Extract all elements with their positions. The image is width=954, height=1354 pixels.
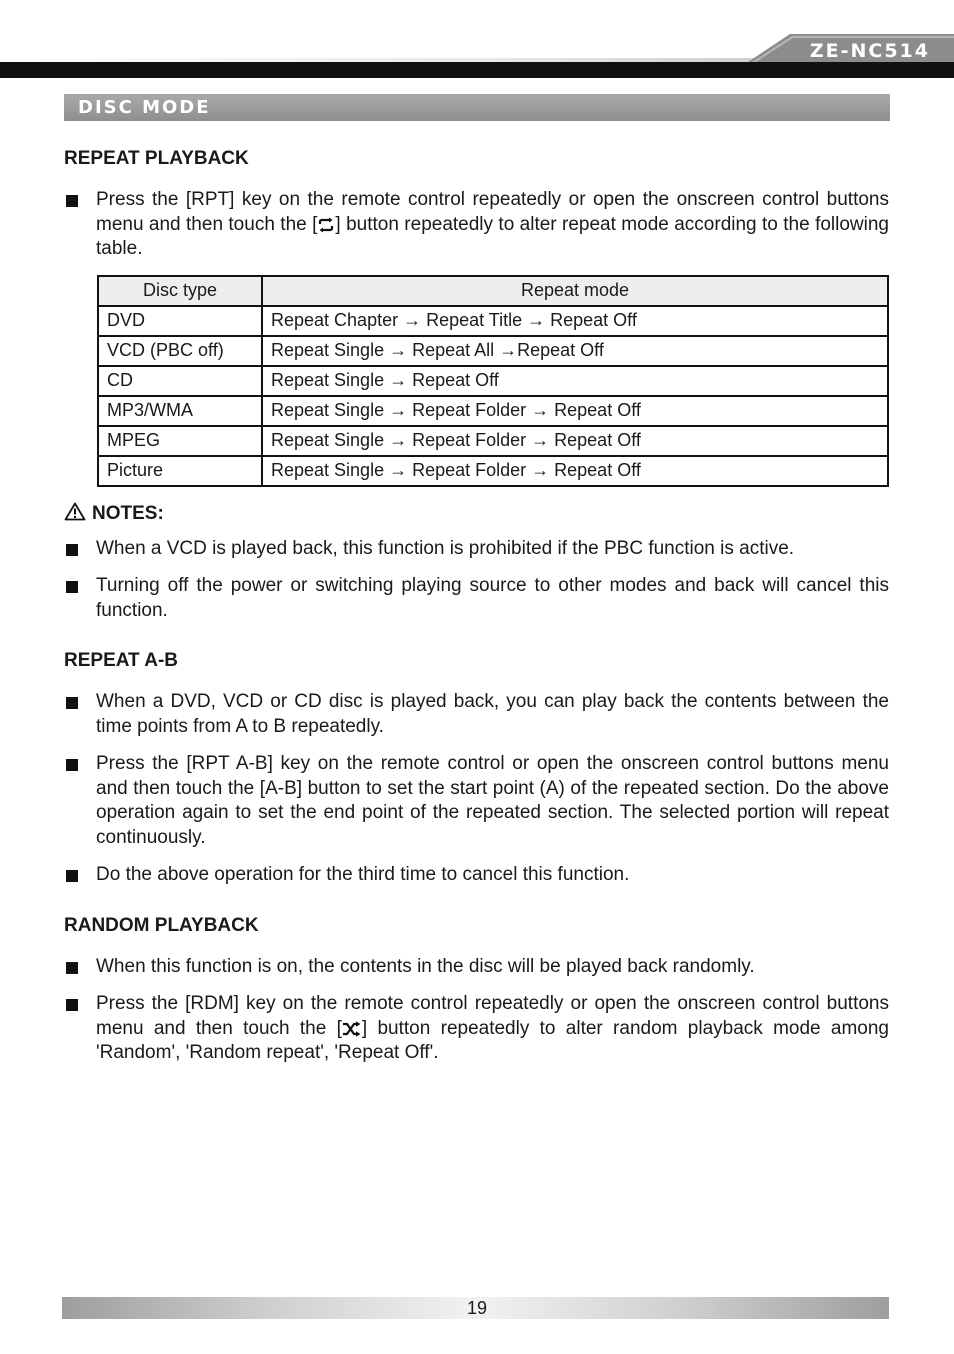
table-row [98,336,888,366]
table-cell: Repeat Single → Repeat All →Repeat Off [262,336,888,366]
table-cell: CD [98,366,262,396]
model-name: ZE-NC514 [809,40,930,62]
repeat-playback-instruction: Press the [RPT] key on the remote control repeatedly or open the onscreen control buttons menu and then touch the [ ] button repeatedly to alter repeat mode according to the following table. [64,188,889,262]
section-banner [64,94,890,121]
main-content [64,146,889,1079]
repeat-ab-heading: REPEAT A-B [64,650,178,671]
note-item: When a VCD is played back, this function is prohibited if the PBC function is active. [64,537,889,562]
bullet-square [66,999,78,1011]
table-row [98,306,888,336]
table-cell: Repeat Single → Repeat Folder → Repeat Off [262,396,888,426]
table-header-row [98,276,888,306]
notes-heading: NOTES: [64,501,889,527]
random-playback-heading: RANDOM PLAYBACK [64,914,259,936]
table-cell: Repeat Chapter → Repeat Title → Repeat Off [262,306,888,336]
bullet-square [66,697,78,709]
table-cell: Repeat Single → Repeat Off [262,366,888,396]
warning-icon [64,502,86,521]
repeat-ab-item: Do the above operation for the third time to cancel this function. [64,863,889,888]
table-row [98,456,888,486]
table-cell: Repeat Single → Repeat Folder → Repeat Off [262,456,888,486]
shuffle-icon [342,1021,362,1037]
bullet-square [66,962,78,974]
page-header [0,0,954,80]
repeat-icon [317,217,335,233]
repeat-ab-item: Press the [RPT A-B] key on the remote control or open the onscreen control buttons menu and then touch the [A-B] button to set the start point (A) of the repeated section. Do the above operation again to set the end point of the repeated section. The selected portion will repeat continuously. [64,752,889,850]
bullet-square [66,195,78,207]
bullet-square [66,870,78,882]
bullet-square [66,759,78,771]
repeat-ab-item: When a DVD, VCD or CD disc is played back, you can play back the contents between the time points from A to B repeatedly. [64,690,889,739]
table-cell: Repeat Single → Repeat Folder → Repeat Off [262,426,888,456]
table-row [98,426,888,456]
table-header-cell: Disc type [98,276,262,306]
random-playback-item: Press the [RDM] key on the remote control repeatedly or open the onscreen control buttons menu and then touch the [ ] button repeatedly to alter random playback mode among 'Random', 'Random repeat', 'Repeat Off'. [64,992,889,1066]
page-number: 19 [466,1298,488,1318]
repeat-mode-table [97,275,889,487]
table-cell: MPEG [98,426,262,456]
table-row [98,396,888,426]
bullet-square [66,581,78,593]
table-cell: MP3/WMA [98,396,262,426]
table-row [98,366,888,396]
table-cell: VCD (PBC off) [98,336,262,366]
random-playback-item: When this function is on, the contents in the disc will be played back randomly. [64,955,889,980]
section-title: DISC MODE [78,97,211,118]
bullet-square [66,544,78,556]
table-cell: DVD [98,306,262,336]
repeat-playback-heading: REPEAT PLAYBACK [64,148,249,169]
table-cell: Picture [98,456,262,486]
note-item: Turning off the power or switching playing source to other modes and back will cancel this function. [64,574,889,623]
table-header-cell: Repeat mode [262,276,888,306]
